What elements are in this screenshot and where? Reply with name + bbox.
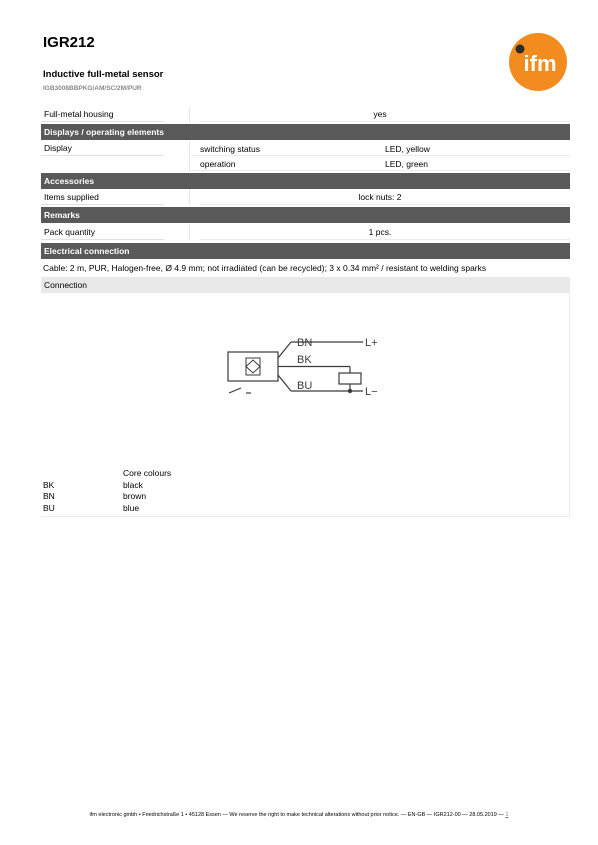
- legend-row: [41, 480, 171, 492]
- wire-bn: [278, 342, 291, 358]
- ifm-logo: [509, 33, 567, 91]
- article-code: IGB3008BBPKG/AM/SC/2M/PUR: [43, 85, 142, 92]
- datasheet: [41, 107, 570, 517]
- core-colours-legend: [41, 468, 171, 514]
- row-housing: [41, 107, 570, 122]
- page-footer: [0, 812, 598, 818]
- legend-heading: Core colours: [123, 468, 172, 478]
- wire-bu: [278, 375, 291, 391]
- label-l-plus: L+: [365, 337, 378, 349]
- legend-row: [41, 491, 171, 503]
- row-pack-quantity: [41, 224, 570, 241]
- sensor-body: [228, 352, 278, 381]
- connection-panel: [41, 293, 570, 517]
- load-box: [339, 373, 361, 384]
- sensor-symbol-diamond: [246, 360, 260, 373]
- legend-row: [41, 503, 171, 515]
- pack-quantity-label: Pack quantity: [41, 225, 189, 240]
- section-electrical: Electrical connection: [41, 243, 570, 259]
- display-item-value: LED, green: [375, 157, 570, 171]
- section-accessories: Accessories: [41, 173, 570, 189]
- row-display-1: [41, 141, 570, 156]
- page-number-link[interactable]: 1: [505, 812, 509, 818]
- logo-text: ifm: [523, 51, 557, 76]
- items-supplied-label: Items supplied: [41, 190, 189, 205]
- display-item-name: operation: [189, 157, 375, 171]
- switch-arm: [229, 388, 241, 393]
- items-supplied-value: lock nuts: 2: [189, 190, 570, 205]
- connection-heading: Connection: [41, 277, 570, 293]
- housing-value: yes: [189, 107, 570, 122]
- legend-colour: blue: [123, 502, 140, 513]
- row-items-supplied: [41, 190, 570, 205]
- label-bk: BK: [297, 354, 312, 366]
- label-l-minus: L−: [365, 386, 378, 398]
- legend-code: BK: [43, 479, 55, 490]
- label-bn: BN: [297, 337, 313, 350]
- legend-code: BU: [43, 502, 55, 513]
- display-item-name: switching status: [189, 142, 375, 156]
- wiring-diagram: [226, 337, 396, 417]
- label-bu: BU: [297, 380, 313, 392]
- section-displays: Displays / operating elements: [41, 124, 570, 140]
- product-title: IGR212: [43, 34, 95, 51]
- display-item-value: LED, yellow: [375, 142, 570, 156]
- row-display-2: [41, 156, 570, 171]
- section-remarks: Remarks: [41, 207, 570, 223]
- display-label: Display: [41, 141, 189, 156]
- legend-code: BN: [43, 491, 55, 501]
- cable-spec: Cable: 2 m, PUR, Halogen-free, Ø 4.9 mm; not irradiated (can be recycled); 3 x 0.34 mm² / resistant to welding sparks: [43, 263, 487, 273]
- legend-heading-row: [41, 468, 171, 480]
- housing-label: Full-metal housing: [41, 107, 189, 122]
- product-subtitle: Inductive full-metal sensor: [43, 69, 164, 80]
- pack-quantity-value: 1 pcs.: [189, 225, 570, 240]
- legend-colour: black: [123, 479, 143, 490]
- footer-text: ifm electronic gmbh • Friedrichstraße 1 • 45128 Essen — We reserve the right to make technical alterations without prior notice. — EN-GB — IGR212-00 — 28.05.2019 —: [89, 812, 504, 818]
- legend-colour: brown: [123, 491, 147, 501]
